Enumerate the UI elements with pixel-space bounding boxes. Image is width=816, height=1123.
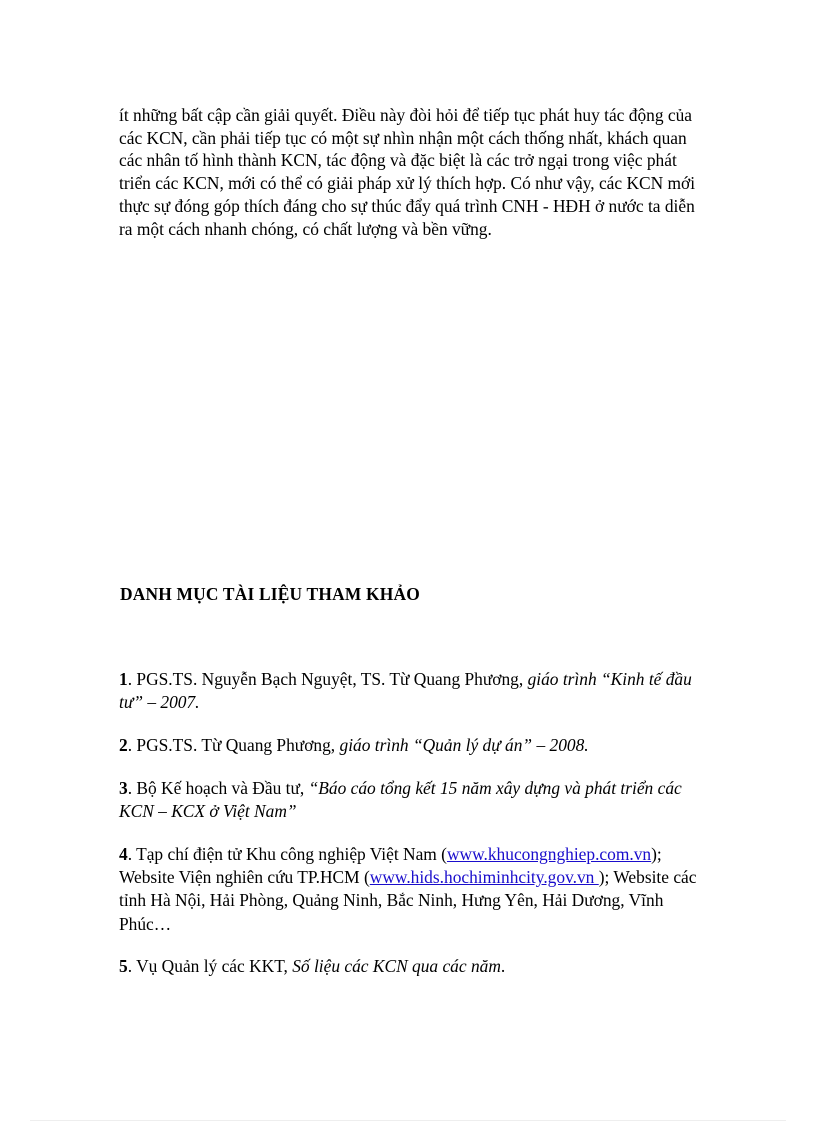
reference-title: giáo trình “Quản lý dự án” – 2008: [339, 735, 585, 755]
reference-link-khucongnghiep[interactable]: www.khucongnghiep.com.vn: [446, 844, 652, 864]
page-bottom-divider: [30, 1120, 786, 1121]
reference-number: 3: [119, 778, 128, 798]
reference-item-3: [119, 777, 709, 823]
reference-title: Số liệu các KCN qua các năm: [292, 956, 501, 976]
reference-item-2: [119, 734, 709, 757]
reference-number: 4: [119, 844, 128, 864]
reference-link-hids[interactable]: www.hids.hochiminhcity.gov.vn: [369, 867, 599, 888]
reference-title: “Báo cáo tổng kết 15 năm xây dựng và phát triển các KCN – KCX ở Việt Nam”: [119, 778, 682, 822]
reference-text: . PGS.TS. Từ Quang Phương,: [127, 735, 340, 755]
reference-text: . Tạp chí điện tử Khu công nghiệp Việt Nam (: [127, 844, 447, 864]
reference-title: giáo trình “Kinh tế đầu tư” – 2007: [119, 669, 692, 713]
reference-text: . PGS.TS. Nguyễn Bạch Nguyệt, TS. Từ Quang Phương,: [127, 669, 528, 689]
reference-item-4: [119, 843, 709, 936]
reference-end: .: [195, 692, 200, 713]
reference-text: ); Website các tỉnh Hà Nội, Hải Phòng, Quảng Ninh, Bắc Ninh, Hưng Yên, Hải Dương, Vĩnh Phúc…: [119, 867, 697, 934]
reference-text: . Vụ Quản lý các KKT,: [127, 956, 293, 976]
reference-text: ); Website Viện nghiên cứu TP.HCM (: [119, 844, 662, 888]
reference-number: 1: [119, 669, 128, 689]
intro-paragraph: ít những bất cập cần giải quyết. Điều này đòi hỏi để tiếp tục phát huy tác động của các KCN, cần phải tiếp tục có một sự nhìn nhận một cách thống nhất, khách quan các nhân tố hình thành KCN, tác động và đặc biệt là các trở ngại trong việc phát triển các KCN, mới có thể có giải pháp xử lý thích hợp. Có như vậy, các KCN mới thực sự đóng góp thích đáng cho sự thúc đẩy quá trình CNH - HĐH ở nước ta diễn ra một cách nhanh chóng, có chất lượng và bền vững.: [119, 105, 696, 239]
references-heading: DANH MỤC TÀI LIỆU THAM KHẢO: [120, 584, 420, 604]
reference-end: .: [584, 735, 589, 755]
reference-number: 2: [119, 735, 128, 755]
reference-number: 5: [119, 956, 128, 976]
reference-item-1: [119, 668, 709, 714]
reference-end: .: [500, 956, 506, 976]
reference-text: . Bộ Kế hoạch và Đầu tư,: [127, 778, 309, 798]
reference-item-5: [119, 955, 709, 978]
